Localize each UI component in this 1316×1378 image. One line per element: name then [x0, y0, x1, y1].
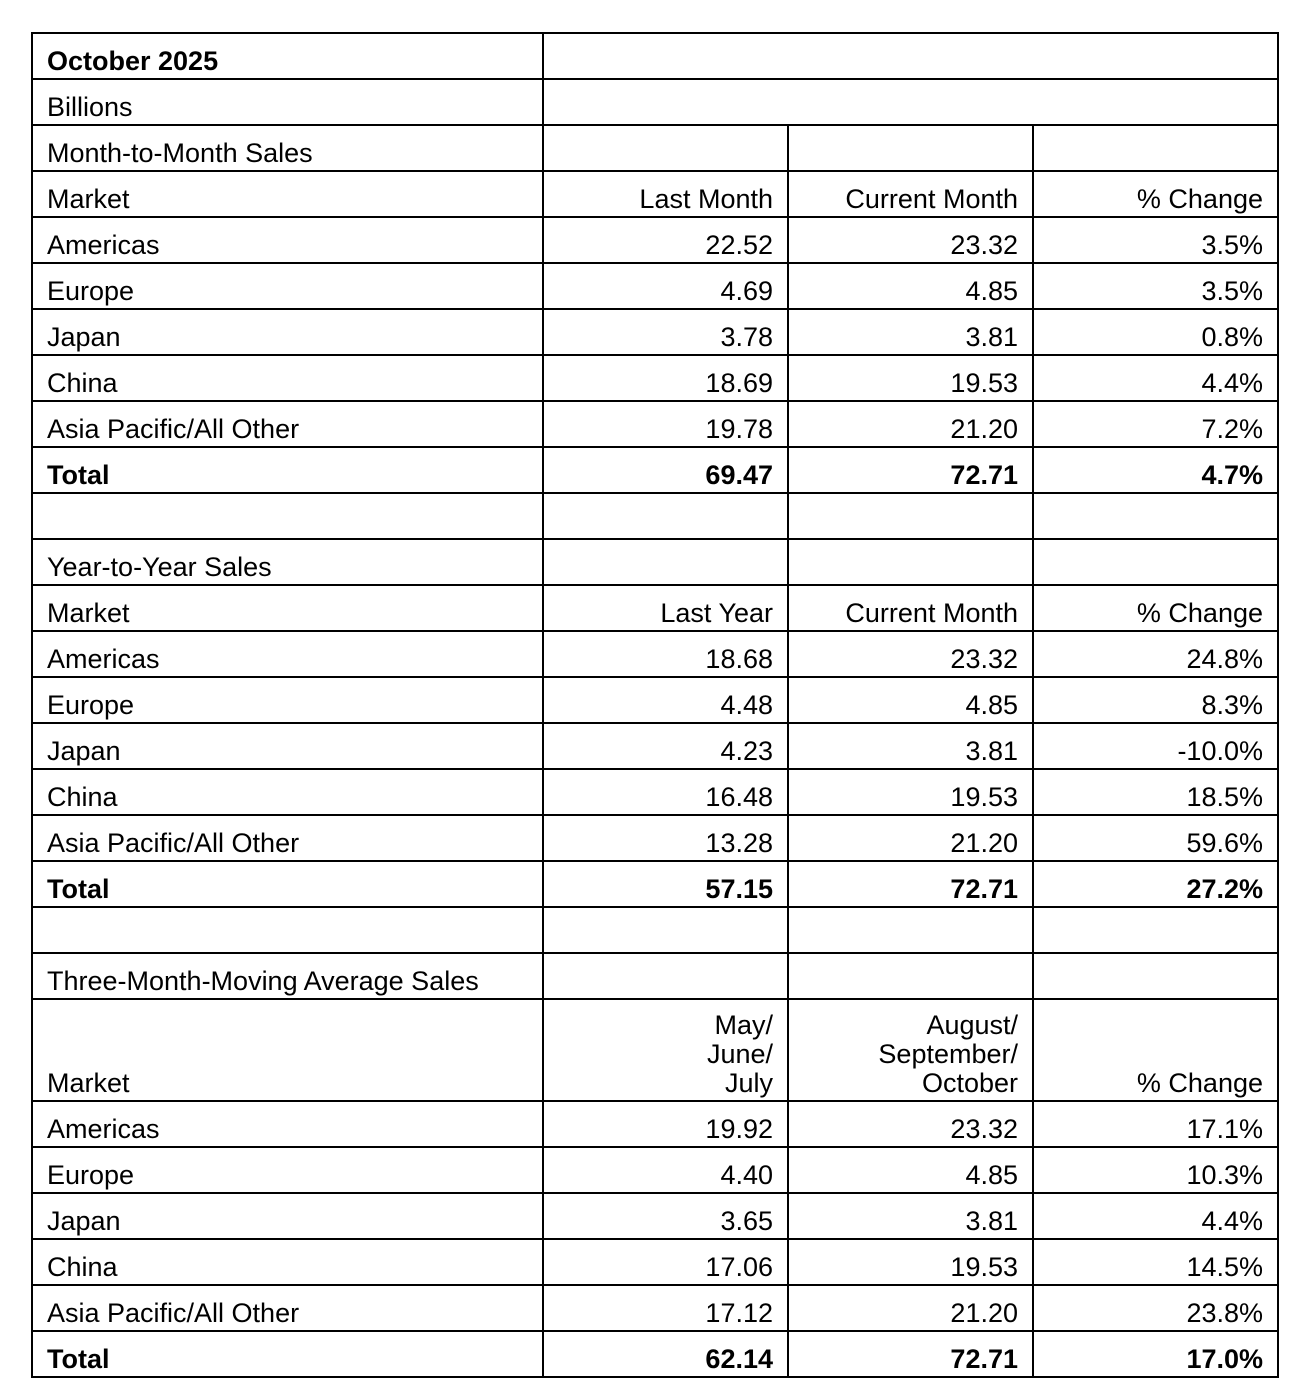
section-title: Three-Month-Moving Average Sales — [32, 953, 543, 999]
value-cell: 3.65 — [543, 1193, 788, 1239]
total-value: 57.15 — [543, 861, 788, 907]
section-title-row — [32, 125, 1278, 171]
value-cell: 4.23 — [543, 723, 788, 769]
value-cell: 13.28 — [543, 815, 788, 861]
market-cell: Japan — [32, 723, 543, 769]
value-cell: 3.78 — [543, 309, 788, 355]
value-cell: 17.06 — [543, 1239, 788, 1285]
value-cell: 0.8% — [1033, 309, 1278, 355]
column-header: May/ June/ July — [543, 999, 788, 1101]
value-cell: 19.92 — [543, 1101, 788, 1147]
value-cell: 18.68 — [543, 631, 788, 677]
value-cell: 8.3% — [1033, 677, 1278, 723]
total-value: 17.0% — [1033, 1331, 1278, 1377]
column-header: Current Month — [788, 171, 1033, 217]
blank-cell — [543, 493, 788, 539]
value-cell: 19.53 — [788, 355, 1033, 401]
column-header: August/ September/ October — [788, 999, 1033, 1101]
units-row — [32, 79, 1278, 125]
total-label: Total — [32, 1331, 543, 1377]
value-cell: 3.5% — [1033, 217, 1278, 263]
column-header: Last Year — [543, 585, 788, 631]
units-spacer — [543, 79, 1278, 125]
blank-cell — [32, 907, 543, 953]
value-cell: 3.81 — [788, 309, 1033, 355]
section-title: Month-to-Month Sales — [32, 125, 543, 171]
value-cell: 23.32 — [788, 1101, 1033, 1147]
title-row — [32, 33, 1278, 79]
market-cell: Japan — [32, 1193, 543, 1239]
market-cell: Americas — [32, 1101, 543, 1147]
report-title: October 2025 — [32, 33, 543, 79]
value-cell: 19.78 — [543, 401, 788, 447]
value-cell: 23.8% — [1033, 1285, 1278, 1331]
value-cell: 4.4% — [1033, 1193, 1278, 1239]
total-value: 27.2% — [1033, 861, 1278, 907]
section-title-spacer — [788, 539, 1033, 585]
table-row — [32, 769, 1278, 815]
column-header-row — [32, 999, 1278, 1101]
section-title: Year-to-Year Sales — [32, 539, 543, 585]
value-cell: 4.85 — [788, 1147, 1033, 1193]
column-header: Last Month — [543, 171, 788, 217]
table-row — [32, 677, 1278, 723]
column-header-row — [32, 171, 1278, 217]
total-value: 72.71 — [788, 861, 1033, 907]
value-cell: -10.0% — [1033, 723, 1278, 769]
sales-table — [31, 32, 1279, 1378]
market-cell: Americas — [32, 217, 543, 263]
market-cell: Europe — [32, 1147, 543, 1193]
value-cell: 59.6% — [1033, 815, 1278, 861]
table-row — [32, 1285, 1278, 1331]
market-cell: Asia Pacific/All Other — [32, 1285, 543, 1331]
table-row — [32, 217, 1278, 263]
column-header: Market — [32, 585, 543, 631]
table-row — [32, 1239, 1278, 1285]
table-row — [32, 1147, 1278, 1193]
total-value: 62.14 — [543, 1331, 788, 1377]
total-label: Total — [32, 447, 543, 493]
value-cell: 14.5% — [1033, 1239, 1278, 1285]
column-header: Market — [32, 171, 543, 217]
value-cell: 3.81 — [788, 723, 1033, 769]
value-cell: 3.81 — [788, 1193, 1033, 1239]
column-header-row — [32, 585, 1278, 631]
value-cell: 4.69 — [543, 263, 788, 309]
table-row — [32, 631, 1278, 677]
market-cell: China — [32, 1239, 543, 1285]
blank-cell — [1033, 493, 1278, 539]
value-cell: 4.85 — [788, 677, 1033, 723]
value-cell: 4.4% — [1033, 355, 1278, 401]
table-row — [32, 1193, 1278, 1239]
section-title-row — [32, 953, 1278, 999]
market-cell: Europe — [32, 263, 543, 309]
market-cell: Asia Pacific/All Other — [32, 401, 543, 447]
column-header: Market — [32, 999, 543, 1101]
section-title-spacer — [543, 125, 788, 171]
section-title-spacer — [1033, 125, 1278, 171]
blank-cell — [788, 907, 1033, 953]
value-cell: 16.48 — [543, 769, 788, 815]
total-value: 72.71 — [788, 447, 1033, 493]
blank-row — [32, 493, 1278, 539]
value-cell: 18.69 — [543, 355, 788, 401]
section-title-spacer — [1033, 539, 1278, 585]
market-cell: China — [32, 355, 543, 401]
value-cell: 24.8% — [1033, 631, 1278, 677]
total-value: 4.7% — [1033, 447, 1278, 493]
table-row — [32, 309, 1278, 355]
column-header: Current Month — [788, 585, 1033, 631]
total-row — [32, 1331, 1278, 1377]
value-cell: 19.53 — [788, 769, 1033, 815]
value-cell: 21.20 — [788, 815, 1033, 861]
column-header: % Change — [1033, 171, 1278, 217]
column-header: % Change — [1033, 999, 1278, 1101]
value-cell: 17.1% — [1033, 1101, 1278, 1147]
units-label: Billions — [32, 79, 543, 125]
value-cell: 22.52 — [543, 217, 788, 263]
total-value: 69.47 — [543, 447, 788, 493]
value-cell: 10.3% — [1033, 1147, 1278, 1193]
value-cell: 21.20 — [788, 1285, 1033, 1331]
blank-cell — [1033, 907, 1278, 953]
market-cell: Asia Pacific/All Other — [32, 815, 543, 861]
blank-cell — [788, 493, 1033, 539]
market-cell: Europe — [32, 677, 543, 723]
title-spacer — [543, 33, 1278, 79]
blank-row — [32, 907, 1278, 953]
table-row — [32, 1101, 1278, 1147]
value-cell: 17.12 — [543, 1285, 788, 1331]
value-cell: 21.20 — [788, 401, 1033, 447]
table-row — [32, 263, 1278, 309]
table-row — [32, 355, 1278, 401]
section-title-spacer — [543, 539, 788, 585]
value-cell: 4.48 — [543, 677, 788, 723]
value-cell: 19.53 — [788, 1239, 1033, 1285]
market-cell: Japan — [32, 309, 543, 355]
market-cell: China — [32, 769, 543, 815]
table-row — [32, 815, 1278, 861]
value-cell: 18.5% — [1033, 769, 1278, 815]
section-title-spacer — [788, 125, 1033, 171]
table-row — [32, 401, 1278, 447]
market-cell: Americas — [32, 631, 543, 677]
value-cell: 7.2% — [1033, 401, 1278, 447]
value-cell: 23.32 — [788, 631, 1033, 677]
total-row — [32, 861, 1278, 907]
section-title-spacer — [1033, 953, 1278, 999]
total-value: 72.71 — [788, 1331, 1033, 1377]
section-title-row — [32, 539, 1278, 585]
section-title-spacer — [788, 953, 1033, 999]
table-row — [32, 723, 1278, 769]
total-row — [32, 447, 1278, 493]
blank-cell — [32, 493, 543, 539]
value-cell: 23.32 — [788, 217, 1033, 263]
blank-cell — [543, 907, 788, 953]
column-header: % Change — [1033, 585, 1278, 631]
value-cell: 3.5% — [1033, 263, 1278, 309]
value-cell: 4.85 — [788, 263, 1033, 309]
section-title-spacer — [543, 953, 788, 999]
value-cell: 4.40 — [543, 1147, 788, 1193]
total-label: Total — [32, 861, 543, 907]
